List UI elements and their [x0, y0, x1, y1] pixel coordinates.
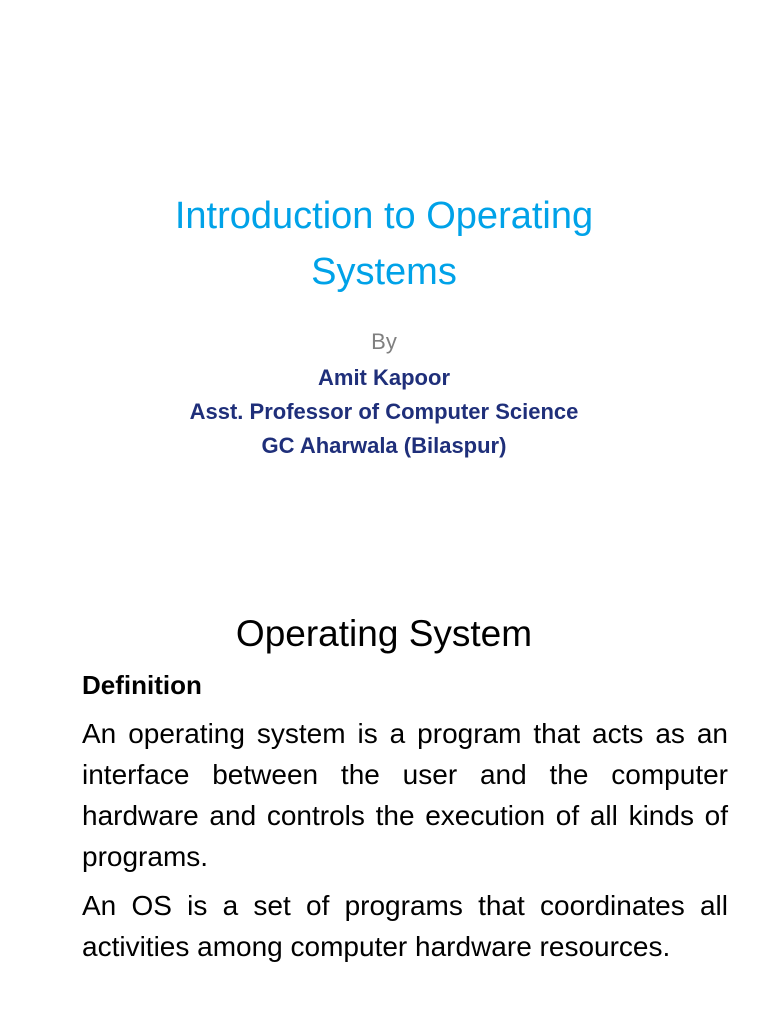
presentation-title [40, 188, 728, 300]
title-line-1: Introduction to Operating [174, 195, 594, 237]
title-line-2: Systems [311, 251, 457, 293]
author-name: Amit Kapoor [318, 365, 450, 390]
slide-2-title: Operating System [235, 613, 533, 654]
author-position: Asst. Professor of Computer Science [189, 399, 579, 424]
author-info [0, 361, 768, 463]
definition-paragraph-2: An OS is a set of programs that coordinates all activities among computer hardware resources. [82, 890, 728, 962]
definition-paragraph-1: An operating system is a program that acts as an interface between the user and the computer hardware and controls the execution of all kinds of programs. [82, 718, 728, 872]
author-institution: GC Aharwala (Bilaspur) [261, 433, 507, 458]
by-label: By [371, 329, 397, 354]
definition-heading: Definition [82, 670, 202, 700]
